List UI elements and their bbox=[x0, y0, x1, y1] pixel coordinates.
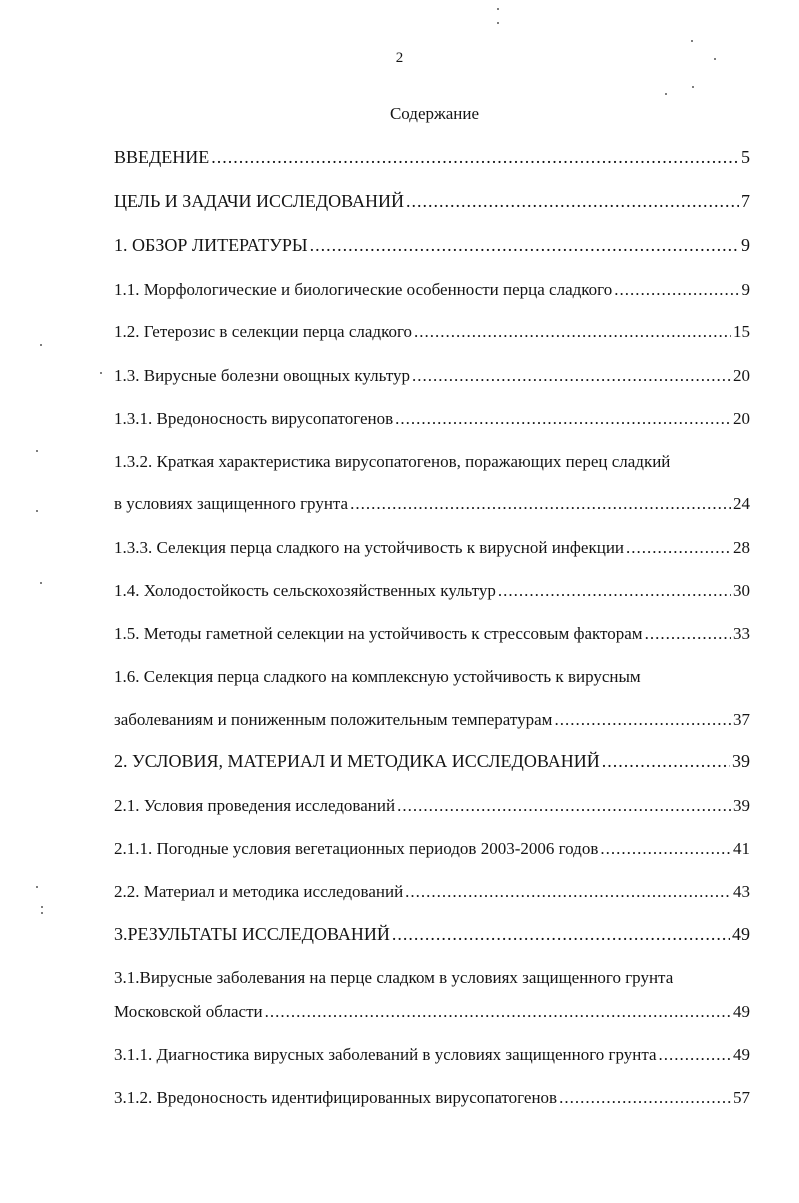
toc-entry-vvedenie bbox=[114, 147, 750, 173]
toc-entry-1-3-3 bbox=[114, 538, 750, 564]
toc-entry-page: 39 bbox=[733, 796, 750, 815]
toc-entry-1-3-2 bbox=[114, 494, 750, 520]
toc-entry-title: 3.РЕЗУЛЬТАТЫ ИССЛЕДОВАНИЙ bbox=[114, 924, 390, 944]
toc-leader-dots bbox=[498, 581, 731, 601]
toc-entry-page: 20 bbox=[733, 409, 750, 428]
toc-leader-dots bbox=[412, 366, 731, 386]
toc-entry-page: 49 bbox=[733, 1002, 750, 1021]
toc-entry-1-3 bbox=[114, 366, 750, 392]
toc-entry-title-continued: заболеваниям и пониженным положительным температурам bbox=[114, 710, 553, 729]
toc-entry-3-1-title: 3.1.Вирусные заболевания на перце сладком в условиях защищенного грунта bbox=[114, 968, 674, 987]
toc-leader-dots bbox=[405, 882, 731, 902]
toc-leader-dots bbox=[397, 796, 731, 816]
toc-entry-chapter-3 bbox=[114, 924, 750, 950]
toc-entry-title-continued: в условиях защищенного грунта bbox=[114, 494, 349, 513]
toc-entry-page: 39 bbox=[732, 751, 750, 771]
toc-entry-title: 2.2. Материал и методика исследований bbox=[114, 882, 404, 901]
toc-leader-dots bbox=[350, 494, 731, 514]
toc-leader-dots bbox=[406, 191, 739, 212]
toc-entry-page: 9 bbox=[741, 235, 750, 255]
toc-leader-dots bbox=[310, 235, 739, 256]
toc-entry-3-1 bbox=[114, 1002, 750, 1028]
toc-entry-1-3-1 bbox=[114, 409, 750, 435]
toc-leader-dots bbox=[659, 1045, 731, 1065]
toc-leader-dots bbox=[265, 1002, 731, 1022]
toc-entry-title: 1.2. Гетерозис в селекции перца сладкого bbox=[114, 322, 413, 341]
toc-entry-2-1 bbox=[114, 796, 750, 822]
toc-entry-2-2 bbox=[114, 882, 750, 908]
toc-entry-1-3-2-title: 1.3.2. Краткая характеристика вирусопатогенов, поражающих перец сладкий bbox=[114, 452, 671, 471]
toc-entry-title: 1.4. Холодостойкость сельскохозяйственных культур bbox=[114, 581, 496, 600]
toc-entry-title: 1. ОБЗОР ЛИТЕРАТУРЫ bbox=[114, 235, 308, 255]
toc-entry-page: 7 bbox=[741, 191, 750, 211]
toc-leader-dots bbox=[559, 1088, 731, 1108]
toc-entry-1-5 bbox=[114, 624, 750, 650]
toc-entry-title: 1.3.1. Вредоносность вирусопатогенов bbox=[114, 409, 394, 428]
toc-entry-page: 5 bbox=[741, 147, 750, 167]
toc-entry-title: 1.3. Вирусные болезни овощных культур bbox=[114, 366, 410, 385]
toc-entry-3-1-1 bbox=[114, 1045, 750, 1071]
toc-entry-goals bbox=[114, 191, 750, 217]
toc-entry-page: 49 bbox=[733, 1045, 750, 1064]
toc-leader-dots bbox=[600, 839, 731, 859]
toc-entry-page: 30 bbox=[733, 581, 750, 600]
toc-entry-title-continued: Московской области bbox=[114, 1002, 263, 1021]
toc-entry-title: 2.1.1. Погодные условия вегетационных периодов 2003-2006 годов bbox=[114, 839, 599, 858]
toc-entry-page: 37 bbox=[733, 710, 750, 729]
toc-entry-title: ЦЕЛЬ И ЗАДАЧИ ИССЛЕДОВАНИЙ bbox=[114, 191, 404, 211]
toc-entry-page: 41 bbox=[733, 839, 750, 858]
toc-entry-chapter-2 bbox=[114, 751, 750, 777]
toc-entry-page: 49 bbox=[732, 924, 750, 944]
toc-entry-1-4 bbox=[114, 581, 750, 607]
toc-leader-dots bbox=[395, 409, 731, 429]
toc-leader-dots bbox=[554, 710, 731, 730]
toc-entry-page: 9 bbox=[741, 280, 750, 299]
toc-entry-page: 28 bbox=[733, 538, 750, 557]
toc-entry-title: 1.3.3. Селекция перца сладкого на устойчивость к вирусной инфекции bbox=[114, 538, 625, 557]
toc-entry-page: 15 bbox=[733, 322, 750, 341]
page-number: 2 bbox=[395, 50, 404, 66]
toc-entry-page: 20 bbox=[733, 366, 750, 385]
toc-entry-page: 57 bbox=[733, 1088, 750, 1107]
toc-entry-title: 2.1. Условия проведения исследований bbox=[114, 796, 396, 815]
toc-leader-dots bbox=[602, 751, 730, 772]
toc-entry-3-1-2 bbox=[114, 1088, 750, 1114]
toc-entry-title: 2. УСЛОВИЯ, МАТЕРИАЛ И МЕТОДИКА ИССЛЕДОВАНИЙ bbox=[114, 751, 600, 771]
toc-leader-dots bbox=[614, 280, 739, 300]
toc-entry-title: 1.1. Морфологические и биологические особенности перца сладкого bbox=[114, 280, 613, 299]
toc-entry-1-2 bbox=[114, 322, 750, 348]
toc-leader-dots bbox=[626, 538, 731, 558]
toc-entry-page: 24 bbox=[733, 494, 750, 513]
toc-title: Содержание bbox=[389, 104, 480, 123]
toc-entry-literature-review bbox=[114, 235, 750, 261]
toc-entry-1-6 bbox=[114, 710, 750, 736]
toc-leader-dots bbox=[211, 147, 739, 168]
toc-entry-page: 43 bbox=[733, 882, 750, 901]
toc-entry-title: 1.5. Методы гаметной селекции на устойчивость к стрессовым факторам bbox=[114, 624, 643, 643]
toc-leader-dots bbox=[414, 322, 731, 342]
toc-entry-2-1-1 bbox=[114, 839, 750, 865]
toc-entry-1-6-title: 1.6. Селекция перца сладкого на комплексную устойчивость к вирусным bbox=[114, 667, 641, 686]
toc-entry-title: 3.1.1. Диагностика вирусных заболеваний в условиях защищенного грунта bbox=[114, 1045, 657, 1064]
toc-entry-title: 3.1.2. Вредоносность идентифицированных вирусопатогенов bbox=[114, 1088, 558, 1107]
toc-entry-1-1 bbox=[114, 280, 750, 306]
toc-leader-dots bbox=[392, 924, 730, 945]
toc-entry-title: ВВЕДЕНИЕ bbox=[114, 147, 210, 167]
toc-entry-page: 33 bbox=[733, 624, 750, 643]
toc-leader-dots bbox=[645, 624, 731, 644]
